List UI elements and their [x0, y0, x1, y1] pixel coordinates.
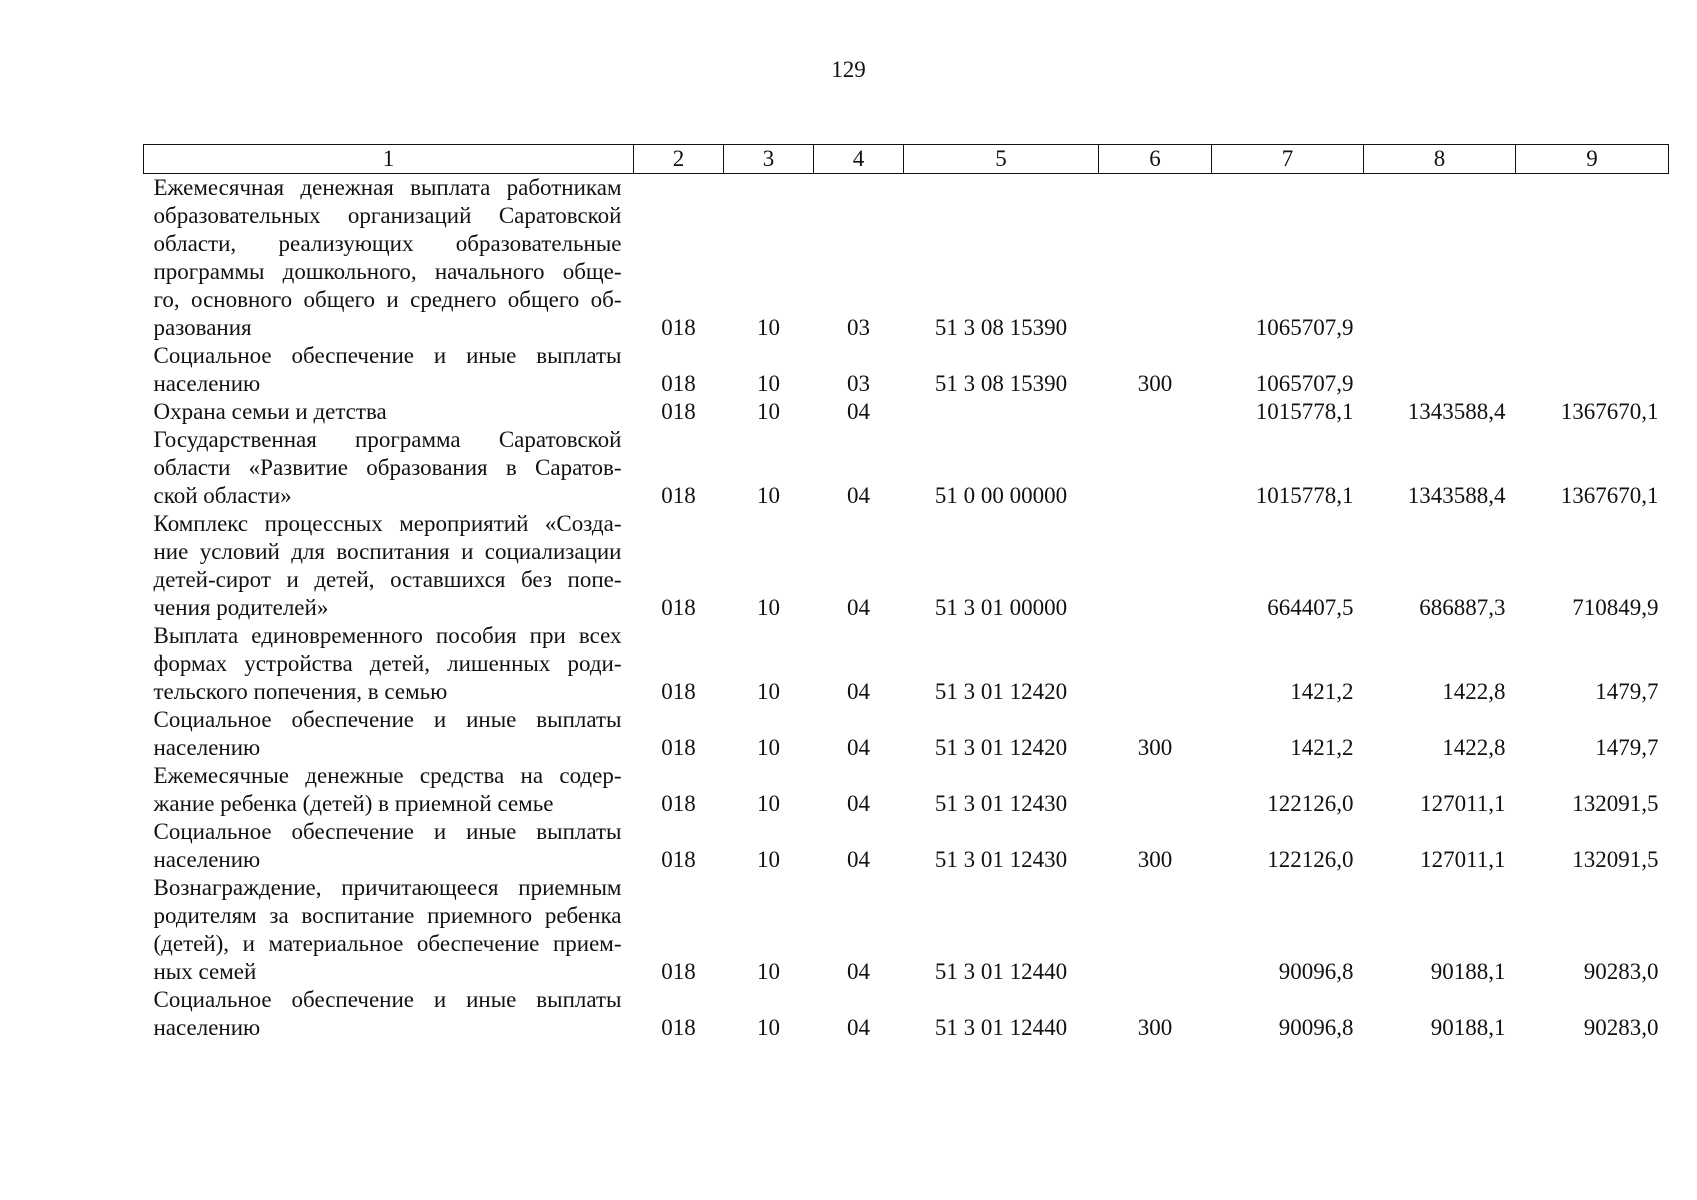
section-code-cell: 10: [757, 847, 780, 872]
amount-col7-cell: 122126,0: [1267, 791, 1354, 816]
ministry-code-cell: 018: [661, 595, 696, 620]
amount-col7-cell: 1015778,1: [1255, 399, 1354, 424]
amount-col8-cell: 686887,3: [1419, 595, 1506, 620]
amount-col8-cell: 127011,1: [1420, 847, 1506, 872]
item-name-line: ние условий для воспитания и социализации: [153, 539, 622, 564]
column-header-8: 8: [1364, 145, 1516, 174]
table-row: [144, 874, 1669, 986]
amount-col8-cell: 1422,8: [1442, 735, 1506, 760]
item-name-line: (детей), и материальное обеспечение прием-: [153, 931, 622, 956]
section-code-cell: 10: [757, 315, 780, 340]
subsection-code-cell: 04: [847, 399, 870, 424]
subsection-code-cell: 04: [847, 1015, 870, 1040]
column-header-1: 1: [144, 145, 634, 174]
item-name-cell: [144, 986, 634, 1042]
amount-col8-cell: [1364, 342, 1516, 398]
subsection-code-cell: 03: [847, 371, 870, 396]
item-name-line: Социальное обеспечение и иные выплаты: [153, 707, 622, 732]
amount-col9-cell: 132091,5: [1572, 791, 1659, 816]
item-name-line: населению: [153, 735, 261, 760]
column-header-4: 4: [814, 145, 904, 174]
table-row: [144, 510, 1669, 622]
item-name-line: Ежемесячная денежная выплата работникам: [153, 175, 622, 200]
item-name-line: области, реализующих образовательные: [153, 231, 622, 256]
section-code-cell: 10: [757, 399, 780, 424]
expense-type-cell: 300: [1137, 1015, 1173, 1040]
target-article-cell: 51 3 01 00000: [934, 595, 1068, 620]
table-row: [144, 706, 1669, 762]
item-name-line: населению: [153, 847, 261, 872]
target-article-cell: 51 3 01 12420: [934, 735, 1068, 760]
target-article-cell: 51 3 01 12440: [934, 959, 1068, 984]
item-name-line: Вознаграждение, причитающееся приемным: [153, 875, 622, 900]
table-row: [144, 426, 1669, 510]
item-name-line: образовательных организаций Саратовской: [153, 203, 622, 228]
item-name-line: Социальное обеспечение и иные выплаты: [153, 819, 622, 844]
ministry-code-cell: 018: [661, 483, 696, 508]
item-name-line: Охрана семьи и детства: [153, 399, 387, 424]
item-name-line: области «Развитие образования в Саратов-: [153, 455, 622, 480]
expense-type-cell: 300: [1137, 371, 1173, 396]
amount-col9-cell: [1516, 342, 1669, 398]
section-code-cell: 10: [757, 735, 780, 760]
item-name-line: жание ребенка (детей) в приемной семье: [153, 791, 554, 816]
table-body: [144, 174, 1669, 1043]
expense-type-cell: [1099, 398, 1212, 426]
ministry-code-cell: 018: [661, 847, 696, 872]
ministry-code-cell: 018: [661, 315, 696, 340]
item-name-line: Комплекс процессных мероприятий «Созда-: [153, 511, 622, 536]
amount-col7-cell: 1065707,9: [1255, 315, 1354, 340]
ministry-code-cell: 018: [661, 399, 696, 424]
amount-col7-cell: 1015778,1: [1255, 483, 1354, 508]
item-name-line: чения родителей»: [153, 595, 329, 620]
column-header-9: 9: [1516, 145, 1669, 174]
section-code-cell: 10: [757, 679, 780, 704]
target-article-cell: 51 0 00 00000: [934, 483, 1068, 508]
table-row: [144, 622, 1669, 706]
subsection-code-cell: 04: [847, 679, 870, 704]
section-code-cell: 10: [757, 959, 780, 984]
table-row: [144, 174, 1669, 343]
amount-col7-cell: 1421,2: [1290, 679, 1354, 704]
item-name-cell: [144, 174, 634, 343]
item-name-line: населению: [153, 1015, 261, 1040]
page-number: 129: [831, 57, 866, 82]
item-name-line: Выплата единовременного пособия при всех: [153, 623, 622, 648]
subsection-code-cell: 04: [847, 735, 870, 760]
amount-col8-cell: 90188,1: [1430, 959, 1506, 984]
amount-col9-cell: 90283,0: [1583, 959, 1659, 984]
expense-type-cell: [1099, 874, 1212, 986]
amount-col9-cell: 1367670,1: [1560, 399, 1659, 424]
amount-col8-cell: [1364, 174, 1516, 343]
amount-col7-cell: 664407,5: [1267, 595, 1354, 620]
item-name-line: тельского попечения, в семью: [153, 679, 448, 704]
item-name-line: детей-сирот и детей, оставшихся без попе-: [153, 567, 622, 592]
subsection-code-cell: 04: [847, 847, 870, 872]
table-row: [144, 762, 1669, 818]
amount-col9-cell: 1479,7: [1595, 735, 1659, 760]
subsection-code-cell: 04: [847, 959, 870, 984]
amount-col8-cell: 127011,1: [1420, 791, 1506, 816]
table-row: [144, 398, 1669, 426]
item-name-cell: [144, 426, 634, 510]
subsection-code-cell: 04: [847, 791, 870, 816]
expense-type-cell: 300: [1137, 735, 1173, 760]
amount-col9-cell: 1479,7: [1595, 679, 1659, 704]
amount-col7-cell: 90096,8: [1278, 959, 1354, 984]
item-name-line: родителям за воспитание приемного ребенка: [153, 903, 622, 928]
expense-type-cell: [1099, 174, 1212, 343]
ministry-code-cell: 018: [661, 735, 696, 760]
amount-col7-cell: 122126,0: [1267, 847, 1354, 872]
expense-type-cell: [1099, 622, 1212, 706]
table-row: [144, 986, 1669, 1042]
amount-col9-cell: 710849,9: [1572, 595, 1659, 620]
ministry-code-cell: 018: [661, 1015, 696, 1040]
column-header-2: 2: [634, 145, 724, 174]
table-row: [144, 818, 1669, 874]
item-name-line: ных семей: [153, 959, 257, 984]
ministry-code-cell: 018: [661, 959, 696, 984]
amount-col7-cell: 1421,2: [1290, 735, 1354, 760]
item-name-line: Ежемесячные денежные средства на содер-: [153, 763, 622, 788]
budget-table: [143, 144, 1669, 1042]
item-name-cell: [144, 398, 634, 426]
subsection-code-cell: 04: [847, 595, 870, 620]
column-header-5: 5: [904, 145, 1099, 174]
target-article-cell: [904, 398, 1099, 426]
item-name-cell: [144, 706, 634, 762]
section-code-cell: 10: [757, 1015, 780, 1040]
subsection-code-cell: 03: [847, 315, 870, 340]
item-name-line: Государственная программа Саратовской: [153, 427, 622, 452]
table-row: [144, 342, 1669, 398]
target-article-cell: 51 3 01 12430: [934, 791, 1068, 816]
expense-type-cell: [1099, 510, 1212, 622]
item-name-line: Социальное обеспечение и иные выплаты: [153, 343, 622, 368]
column-header-6: 6: [1099, 145, 1212, 174]
amount-col8-cell: 90188,1: [1430, 1015, 1506, 1040]
expense-type-cell: [1099, 426, 1212, 510]
amount-col9-cell: [1516, 174, 1669, 343]
amount-col7-cell: 90096,8: [1278, 1015, 1354, 1040]
ministry-code-cell: 018: [661, 371, 696, 396]
amount-col9-cell: 132091,5: [1572, 847, 1659, 872]
target-article-cell: 51 3 08 15390: [934, 315, 1068, 340]
item-name-line: ской области»: [153, 483, 292, 508]
amount-col8-cell: 1422,8: [1442, 679, 1506, 704]
item-name-cell: [144, 342, 634, 398]
section-code-cell: 10: [757, 791, 780, 816]
item-name-line: го, основного общего и среднего общего об-: [153, 287, 622, 312]
item-name-cell: [144, 622, 634, 706]
amount-col7-cell: 1065707,9: [1255, 371, 1354, 396]
header-row: [144, 145, 1669, 174]
amount-col9-cell: 90283,0: [1583, 1015, 1659, 1040]
item-name-line: формах устройства детей, лишенных роди-: [153, 651, 622, 676]
target-article-cell: 51 3 08 15390: [934, 371, 1068, 396]
section-code-cell: 10: [757, 595, 780, 620]
column-header-7: 7: [1212, 145, 1364, 174]
ministry-code-cell: 018: [661, 791, 696, 816]
expense-type-cell: 300: [1137, 847, 1173, 872]
item-name-cell: [144, 818, 634, 874]
item-name-line: разования: [153, 315, 252, 340]
expense-type-cell: [1099, 762, 1212, 818]
item-name-cell: [144, 874, 634, 986]
section-code-cell: 10: [757, 483, 780, 508]
item-name-cell: [144, 510, 634, 622]
column-header-3: 3: [724, 145, 814, 174]
item-name-line: программы дошкольного, начального обще-: [153, 259, 622, 284]
amount-col9-cell: 1367670,1: [1560, 483, 1659, 508]
item-name-line: населению: [153, 371, 261, 396]
target-article-cell: 51 3 01 12430: [934, 847, 1068, 872]
target-article-cell: 51 3 01 12440: [934, 1015, 1068, 1040]
target-article-cell: 51 3 01 12420: [934, 679, 1068, 704]
item-name-cell: [144, 762, 634, 818]
amount-col8-cell: 1343588,4: [1407, 483, 1506, 508]
subsection-code-cell: 04: [847, 483, 870, 508]
ministry-code-cell: 018: [661, 679, 696, 704]
item-name-line: Социальное обеспечение и иные выплаты: [153, 987, 622, 1012]
section-code-cell: 10: [757, 371, 780, 396]
amount-col8-cell: 1343588,4: [1407, 399, 1506, 424]
